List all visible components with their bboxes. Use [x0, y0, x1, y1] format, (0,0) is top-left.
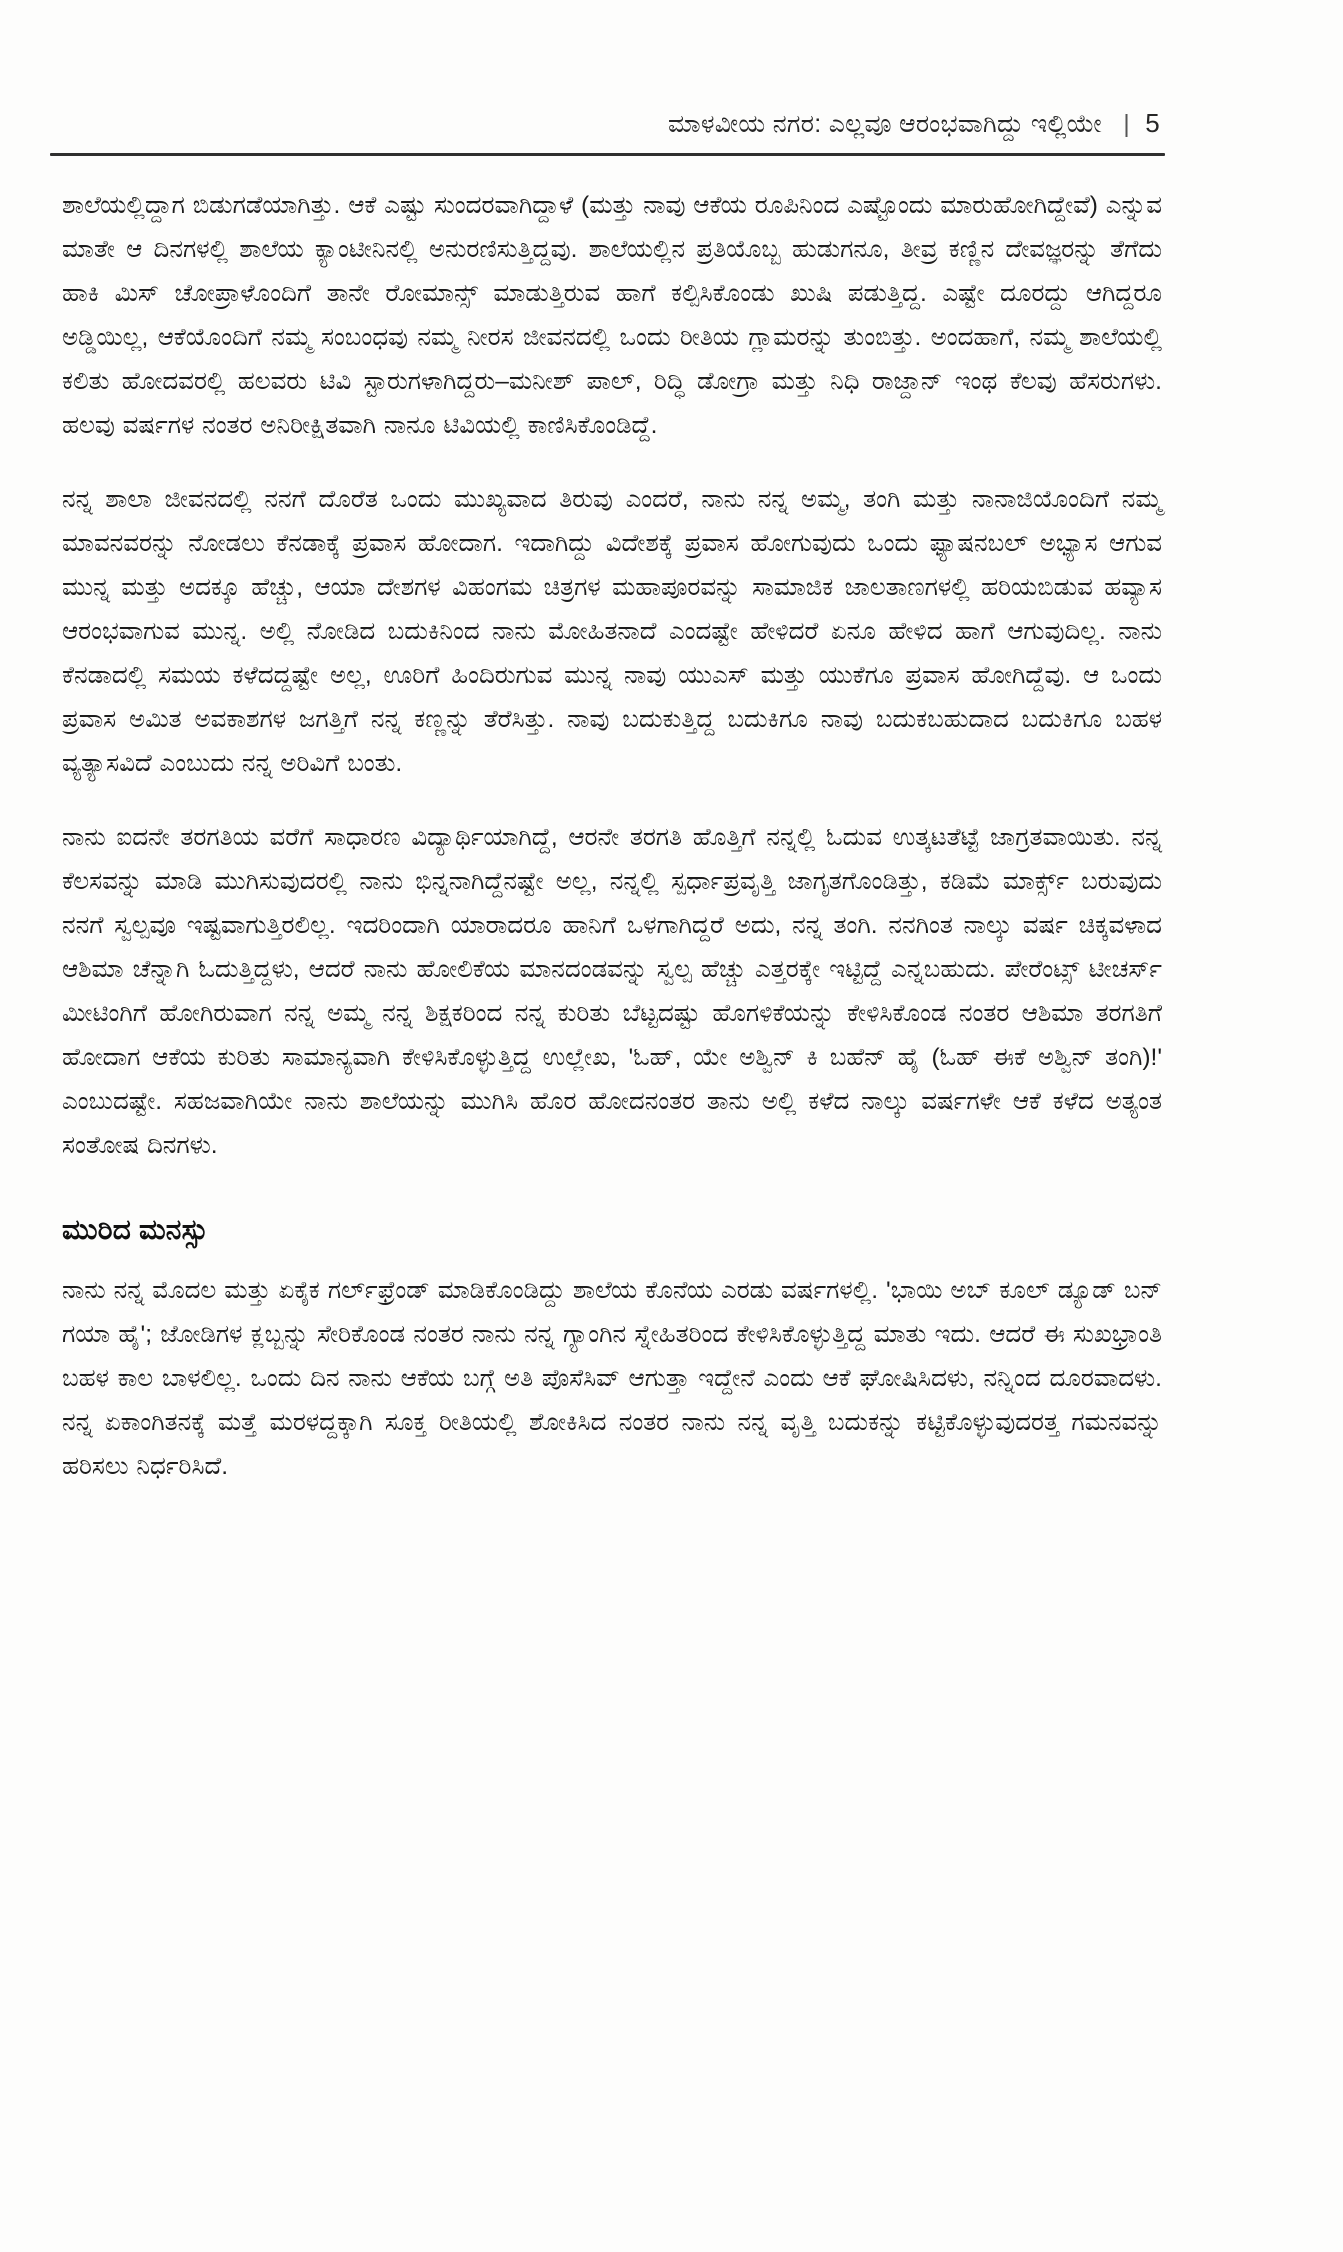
header-separator: | — [1123, 110, 1130, 138]
paragraph: ನಾನು ನನ್ನ ಮೊದಲ ಮತ್ತು ಏಕೈಕ ಗರ್ಲ್‌ಫ್ರೆಂಡ್ ಮಾಡಿಕೊಂಡಿದ್ದು ಶಾಲೆಯ ಕೊನೆಯ ಎರಡು ವರ್ಷಗಳಲ್ಲಿ. 'ಭಾಯಿ ಅಬ್ ಕೂಲ್ ಡ್ಯೂಡ್ ಬನ್ ಗಯಾ ಹೈ'; ಜೋಡಿಗಳ ಕ್ಲಬ್ಬನ್ನು ಸೇರಿಕೊಂಡ ನಂತರ ನಾನು ನನ್ನ ಗ್ಯಾಂಗಿನ ಸ್ನೇಹಿತರಿಂದ ಕೇಳಿಸಿಕೊಳ್ಳುತ್ತಿದ್ದ ಮಾತು ಇದು. ಆದರೆ ಈ ಸುಖಭ್ರಾಂತಿ ಬಹಳ ಕಾಲ ಬಾಳಲಿಲ್ಲ. ಒಂದು ದಿನ ನಾನು ಆಕೆಯ ಬಗ್ಗೆ ಅತಿ ಪೊಸೆಸಿವ್ ಆಗುತ್ತಾ ಇದ್ದೇನೆ ಎಂದು ಆಕೆ ಘೋಷಿಸಿದಳು, ನನ್ನಿಂದ ದೂರವಾದಳು. ನನ್ನ ಏಕಾಂಗಿತನಕ್ಕೆ ಮತ್ತೆ ಮರಳದ್ದಕ್ಕಾಗಿ ಸೂಕ್ತ ರೀತಿಯಲ್ಲಿ ಶೋಕಿಸಿದ ನಂತರ ನಾನು ನನ್ನ ವೃತ್ತಿ ಬದುಕನ್ನು ಕಟ್ಟಿಕೊಳ್ಳುವುದರತ್ತ ಗಮನವನ್ನು ಹರಿಸಲು ನಿರ್ಧರಿಸಿದೆ. — [62, 1277, 1162, 1480]
section-subheading: ಮುರಿದ ಮನಸ್ಸು — [62, 1214, 209, 1245]
page-number: 5 — [1145, 108, 1160, 138]
header-rule — [50, 153, 1165, 156]
paragraph: ನಾನು ಐದನೇ ತರಗತಿಯ ವರೆಗೆ ಸಾಧಾರಣ ವಿದ್ಯಾರ್ಥಿಯಾಗಿದ್ದೆ, ಆರನೇ ತರಗತಿ ಹೊತ್ತಿಗೆ ನನ್ನಲ್ಲಿ ಓದುವ ಉತ್ಕಟತೆಟ್ಟೆ ಜಾಗ್ರತವಾಯಿತು. ನನ್ನ ಕೆಲಸವನ್ನು ಮಾಡಿ ಮುಗಿಸುವುದರಲ್ಲಿ ನಾನು ಭಿನ್ನನಾಗಿದ್ದೆನಷ್ಟೇ ಅಲ್ಲ, ನನ್ನಲ್ಲಿ ಸ್ಪರ್ಧಾಪ್ರವೃತ್ತಿ ಜಾಗೃತಗೊಂಡಿತ್ತು, ಕಡಿಮೆ ಮಾರ್ಕ್ಸ್ ಬರುವುದು ನನಗೆ ಸ್ವಲ್ಪವೂ ಇಷ್ಟವಾಗುತ್ತಿರಲಿಲ್ಲ. ಇದರಿಂದಾಗಿ ಯಾರಾದರೂ ಹಾನಿಗೆ ಒಳಗಾಗಿದ್ದರೆ ಅದು, ನನ್ನ ತಂಗಿ. ನನಗಿಂತ ನಾಲ್ಕು ವರ್ಷ ಚಿಕ್ಕವಳಾದ ಆಶಿಮಾ ಚೆನ್ನಾಗಿ ಓದುತ್ತಿದ್ದಳು, ಆದರೆ ನಾನು ಹೋಲಿಕೆಯ ಮಾನದಂಡವನ್ನು ಸ್ವಲ್ಪ ಹೆಚ್ಚು ಎತ್ತರಕ್ಕೇ ಇಟ್ಟಿದ್ದೆ ಎನ್ನಬಹುದು. ಪೇರೆಂಟ್ಸ್ ಟೀಚರ್ಸ್ ಮೀಟಿಂಗಿಗೆ ಹೋಗಿರುವಾಗ ನನ್ನ ಅಮ್ಮ ನನ್ನ ಶಿಕ್ಷಕರಿಂದ ನನ್ನ ಕುರಿತು ಬೆಟ್ಟದಷ್ಟು ಹೊಗಳಿಕೆಯನ್ನು ಕೇಳಿಸಿಕೊಂಡ ನಂತರ ಆಶಿಮಾ ತರಗತಿಗೆ ಹೋದಾಗ ಆಕೆಯ ಕುರಿತು ಸಾಮಾನ್ಯವಾಗಿ ಕೇಳಿಸಿಕೊಳ್ಳುತ್ತಿದ್ದ ಉಲ್ಲೇಖ, 'ಓಹ್, ಯೇ ಅಶ್ವಿನ್ ಕಿ ಬಹೆನ್ ಹೈ (ಓಹ್ ಈಕೆ ಅಶ್ವಿನ್ ತಂಗಿ)!' ಎಂಬುದಷ್ಟೇ. ಸಹಜವಾಗಿಯೇ ನಾನು ಶಾಲೆಯನ್ನು ಮುಗಿಸಿ ಹೊರ ಹೋದನಂತರ ತಾನು ಅಲ್ಲಿ ಕಳೆದ ನಾಲ್ಕು ವರ್ಷಗಳೇ ಆಕೆ ಕಳೆದ ಅತ್ಯಂತ ಸಂತೋಷ ದಿನಗಳು. — [62, 824, 1162, 1159]
paragraph: ನನ್ನ ಶಾಲಾ ಜೀವನದಲ್ಲಿ ನನಗೆ ದೊರೆತ ಒಂದು ಮುಖ್ಯವಾದ ತಿರುವು ಎಂದರೆ, ನಾನು ನನ್ನ ಅಮ್ಮ, ತಂಗಿ ಮತ್ತು ನಾನಾಜಿಯೊಂದಿಗೆ ನಮ್ಮ ಮಾವನವರನ್ನು ನೋಡಲು ಕೆನಡಾಕ್ಕೆ ಪ್ರವಾಸ ಹೋದಾಗ. ಇದಾಗಿದ್ದು ವಿದೇಶಕ್ಕೆ ಪ್ರವಾಸ ಹೋಗುವುದು ಒಂದು ಫ್ಯಾಷನಬಲ್ ಅಭ್ಯಾಸ ಆಗುವ ಮುನ್ನ ಮತ್ತು ಅದಕ್ಕೂ ಹೆಚ್ಚು, ಆಯಾ ದೇಶಗಳ ವಿಹಂಗಮ ಚಿತ್ರಗಳ ಮಹಾಪೂರವನ್ನು ಸಾಮಾಜಿಕ ಜಾಲತಾಣಗಳಲ್ಲಿ ಹರಿಯಬಿಡುವ ಹವ್ಯಾಸ ಆರಂಭವಾಗುವ ಮುನ್ನ. ಅಲ್ಲಿ ನೋಡಿದ ಬದುಕಿನಿಂದ ನಾನು ಮೋಹಿತನಾದೆ ಎಂದಷ್ಟೇ ಹೇಳಿದರೆ ಏನೂ ಹೇಳಿದ ಹಾಗೆ ಆಗುವುದಿಲ್ಲ. ನಾನು ಕೆನಡಾದಲ್ಲಿ ಸಮಯ ಕಳೆದದ್ದಷ್ಟೇ ಅಲ್ಲ, ಊರಿಗೆ ಹಿಂದಿರುಗುವ ಮುನ್ನ ನಾವು ಯುಎಸ್ ಮತ್ತು ಯುಕೆಗೂ ಪ್ರವಾಸ ಹೋಗಿದ್ದೆವು. ಆ ಒಂದು ಪ್ರವಾಸ ಅಮಿತ ಅವಕಾಶಗಳ ಜಗತ್ತಿಗೆ ನನ್ನ ಕಣ್ಣನ್ನು ತೆರೆಸಿತ್ತು. ನಾವು ಬದುಕುತ್ತಿದ್ದ ಬದುಕಿಗೂ ನಾವು ಬದುಕಬಹುದಾದ ಬದುಕಿಗೂ ಬಹಳ ವ್ಯತ್ಯಾಸವಿದೆ ಎಂಬುದು ನನ್ನ ಅರಿವಿಗೆ ಬಂತು. — [62, 486, 1162, 777]
running-header-title: ಮಾಳವೀಯ ನಗರ: ಎಲ್ಲವೂ ಆರಂಭವಾಗಿದ್ದು ಇಲ್ಲಿಯೇ — [667, 110, 1102, 138]
page-content-area — [62, 108, 1192, 1489]
paragraph: ಶಾಲೆಯಲ್ಲಿದ್ದಾಗ ಬಿಡುಗಡೆಯಾಗಿತ್ತು. ಆಕೆ ಎಷ್ಟು ಸುಂದರವಾಗಿದ್ದಾಳೆ (ಮತ್ತು ನಾವು ಆಕೆಯ ರೂಪಿನಿಂದ ಎಷ್ಟೊಂದು ಮಾರುಹೋಗಿದ್ದೇವೆ) ಎನ್ನುವ ಮಾತೇ ಆ ದಿನಗಳಲ್ಲಿ ಶಾಲೆಯ ಕ್ಯಾಂಟೀನಿನಲ್ಲಿ ಅನುರಣಿಸುತ್ತಿದ್ದವು. ಶಾಲೆಯಲ್ಲಿನ ಪ್ರತಿಯೊಬ್ಬ ಹುಡುಗನೂ, ತೀವ್ರ ಕಣ್ಣಿನ ದೇವಜ್ಞರನ್ನು ತೆಗೆದು ಹಾಕಿ ಮಿಸ್ ಚೋಪ್ರಾಳೊಂದಿಗೆ ತಾನೇ ರೋಮಾನ್ಸ್ ಮಾಡುತ್ತಿರುವ ಹಾಗೆ ಕಲ್ಪಿಸಿಕೊಂಡು ಖುಷಿ ಪಡುತ್ತಿದ್ದ. ಎಷ್ಟೇ ದೂರದ್ದು ಆಗಿದ್ದರೂ ಅಡ್ಡಿಯಿಲ್ಲ, ಆಕೆಯೊಂದಿಗೆ ನಮ್ಮ ಸಂಬಂಧವು ನಮ್ಮ ನೀರಸ ಜೀವನದಲ್ಲಿ ಒಂದು ರೀತಿಯ ಗ್ಲಾಮರನ್ನು ತುಂಬಿತ್ತು. ಅಂದಹಾಗೆ, ನಮ್ಮ ಶಾಲೆಯಲ್ಲಿ ಕಲಿತು ಹೋದವರಲ್ಲಿ ಹಲವರು ಟಿವಿ ಸ್ಟಾರುಗಳಾಗಿದ್ದರು–ಮನೀಶ್ ಪಾಲ್, ರಿದ್ಧಿ ಡೋಗ್ರಾ ಮತ್ತು ನಿಧಿ ರಾಜ್ದಾನ್ ಇಂಥ ಕೆಲವು ಹೆಸರುಗಳು. ಹಲವು ವರ್ಷಗಳ ನಂತರ ಅನಿರೀಕ್ಷಿತವಾಗಿ ನಾನೂ ಟಿವಿಯಲ್ಲಿ ಕಾಣಿಸಿಕೊಂಡಿದ್ದೆ. — [62, 192, 1162, 439]
running-header — [62, 108, 1192, 139]
body-text-column — [62, 184, 1162, 1489]
